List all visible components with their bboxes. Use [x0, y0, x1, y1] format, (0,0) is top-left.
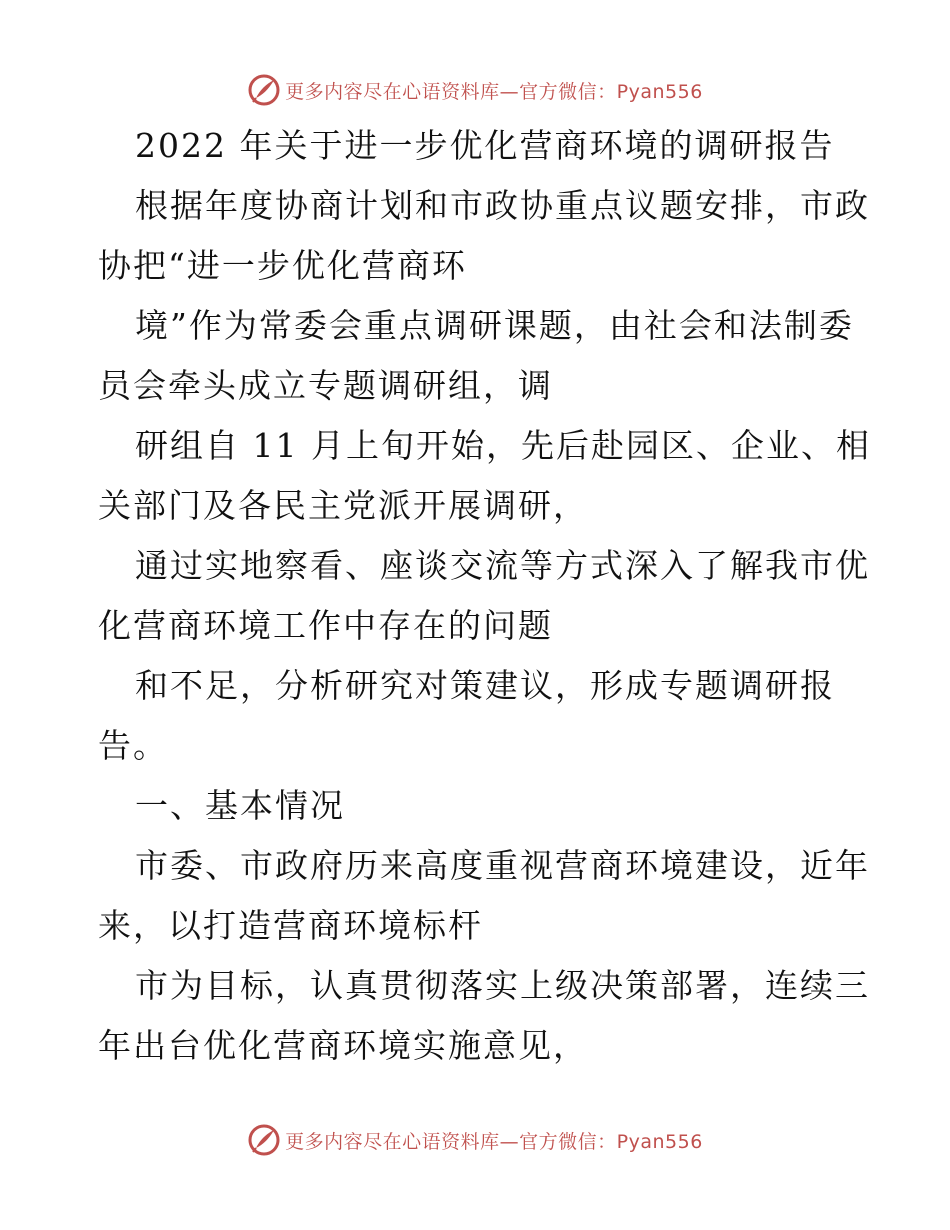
text-line: 市委、市政府历来高度重视营商环境建设，近年: [135, 846, 870, 885]
footer-watermark-text: 更多内容尽在心语资料库—官方微信：Pyan556: [285, 1130, 703, 1153]
text-line: 化营商环境工作中存在的问题: [98, 606, 553, 645]
text-line: 根据年度协商计划和市政协重点议题安排，市政: [135, 186, 870, 225]
text-line: 通过实地察看、座谈交流等方式深入了解我市优: [135, 546, 870, 585]
text-line: 告。: [98, 726, 168, 765]
header-watermark: [0, 72, 950, 108]
text-line: 关部门及各民主党派开展调研，: [98, 486, 588, 525]
text-line: 员会牵头成立专题调研组，调: [98, 366, 553, 405]
text-line: 境”作为常委会重点调研课题，由社会和法制委: [135, 306, 854, 345]
text-line: 2022 年关于进一步优化营商环境的调研报告: [135, 126, 835, 165]
quill-logo-icon: [247, 73, 281, 107]
text-line: 协把“进一步优化营商环: [98, 246, 467, 285]
header-watermark-text: 更多内容尽在心语资料库—官方微信：Pyan556: [285, 80, 703, 103]
document-body: [98, 116, 871, 1076]
footer-watermark: [0, 1122, 950, 1158]
text-line: 研组自 11 月上旬开始，先后赴园区、企业、相: [135, 426, 871, 465]
text-line: 年出台优化营商环境实施意见，: [98, 1026, 588, 1065]
text-line: 一、基本情况: [135, 786, 345, 825]
text-line: 市为目标，认真贯彻落实上级决策部署，连续三: [135, 966, 870, 1005]
quill-logo-icon: [247, 1123, 281, 1157]
text-line: 和不足，分析研究对策建议，形成专题调研报: [135, 666, 835, 705]
text-line: 来，以打造营商环境标杆: [98, 906, 483, 945]
